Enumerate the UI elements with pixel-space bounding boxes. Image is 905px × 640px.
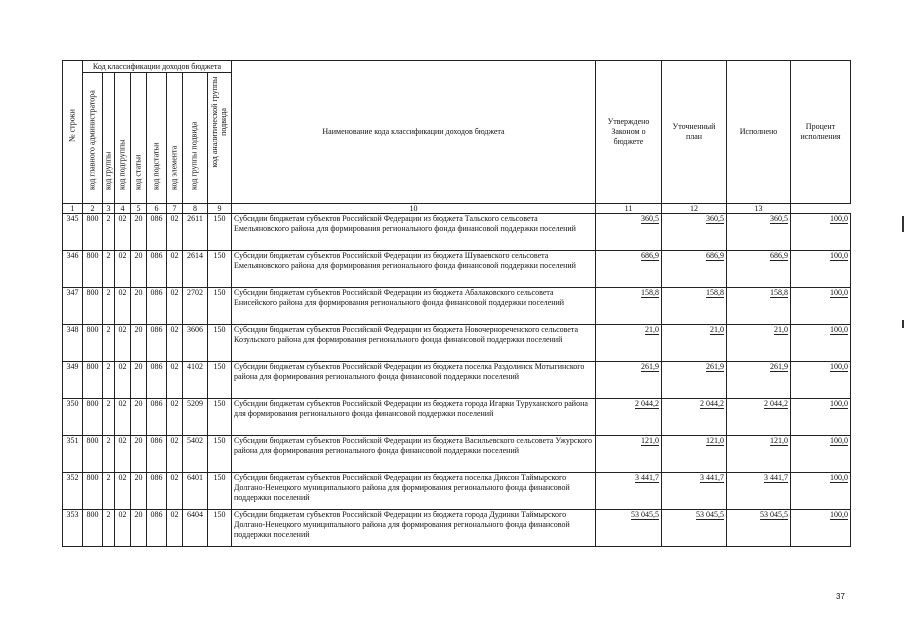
- revenue-name: Субсидии бюджетам субъектов Российской Федерации из бюджета Абалаковского сельсовета Енисейского района для формирования регионального фонда финансовой поддержки поселений: [232, 288, 596, 325]
- column-number-row: [63, 204, 851, 214]
- code-element: 02: [167, 214, 183, 251]
- approved-value-text: 53 045,5: [631, 510, 659, 519]
- header-row-number: [63, 61, 83, 204]
- revenue-name: Субсидии бюджетам субъектов Российской Федерации из бюджета города Игарки Туруханского района для формирования регионального фонда финансовой поддержки поселений: [232, 399, 596, 436]
- header-code-col-7-label: код группы подвида: [189, 121, 199, 191]
- executed-value: [727, 510, 791, 547]
- approved-value: [596, 288, 662, 325]
- executed-value: [727, 288, 791, 325]
- code-analytic-group: 150: [208, 436, 232, 473]
- column-number: 8: [183, 204, 208, 214]
- executed-value-text: 3 441,7: [764, 473, 788, 482]
- percent-value-text: 100,0: [830, 399, 848, 408]
- code-element: 02: [167, 399, 183, 436]
- header-code-col-2-label: код группы: [103, 151, 113, 191]
- code-subgroup: 02: [115, 325, 131, 362]
- code-analytic-group: 150: [208, 362, 232, 399]
- table-row: [63, 288, 851, 325]
- code-subtype-group: 6401: [183, 473, 208, 510]
- code-admin: 800: [83, 288, 103, 325]
- refined-value: [662, 362, 727, 399]
- percent-value-text: 100,0: [830, 214, 848, 223]
- code-analytic-group: 150: [208, 325, 232, 362]
- refined-value: [662, 214, 727, 251]
- code-subgroup: 02: [115, 473, 131, 510]
- code-element: 02: [167, 510, 183, 547]
- refined-value-text: 3 441,7: [700, 473, 724, 482]
- executed-value-text: 360,5: [770, 214, 788, 223]
- table-row: [63, 251, 851, 288]
- approved-value: [596, 399, 662, 436]
- code-subtype-group: 4102: [183, 362, 208, 399]
- refined-value: [662, 288, 727, 325]
- code-subtype-group: 2614: [183, 251, 208, 288]
- row-number: 345: [63, 214, 83, 251]
- code-group: 2: [103, 399, 115, 436]
- code-admin: 800: [83, 510, 103, 547]
- percent-value-text: 100,0: [830, 362, 848, 371]
- row-number: 346: [63, 251, 83, 288]
- header-code-col-1: [83, 73, 103, 204]
- column-number: 13: [727, 204, 791, 214]
- executed-value: [727, 473, 791, 510]
- code-group: 2: [103, 362, 115, 399]
- code-group: 2: [103, 436, 115, 473]
- row-number: 347: [63, 288, 83, 325]
- code-subtype-group: 2702: [183, 288, 208, 325]
- percent-value: [791, 399, 851, 436]
- percent-value: [791, 325, 851, 362]
- header-refined: Уточненный план: [662, 61, 727, 204]
- column-number: 7: [167, 204, 183, 214]
- executed-value-text: 2 044,2: [764, 399, 788, 408]
- approved-value: [596, 325, 662, 362]
- refined-value: [662, 251, 727, 288]
- code-analytic-group: 150: [208, 214, 232, 251]
- column-number: 3: [103, 204, 115, 214]
- row-number: 353: [63, 510, 83, 547]
- approved-value: [596, 214, 662, 251]
- code-element: 02: [167, 473, 183, 510]
- code-admin: 800: [83, 214, 103, 251]
- approved-value-text: 158,8: [641, 288, 659, 297]
- refined-value: [662, 510, 727, 547]
- code-admin: 800: [83, 362, 103, 399]
- code-group: 2: [103, 473, 115, 510]
- row-number: 348: [63, 325, 83, 362]
- code-subgroup: 02: [115, 251, 131, 288]
- refined-value-text: 2 044,2: [700, 399, 724, 408]
- code-subarticle: 086: [147, 436, 167, 473]
- approved-value: [596, 436, 662, 473]
- percent-value-text: 100,0: [830, 288, 848, 297]
- approved-value: [596, 473, 662, 510]
- scan-edge-mark: [902, 320, 904, 328]
- code-admin: 800: [83, 473, 103, 510]
- approved-value-text: 3 441,7: [635, 473, 659, 482]
- executed-value-text: 21,0: [774, 325, 788, 334]
- approved-value-text: 261,9: [641, 362, 659, 371]
- code-subtype-group: 3606: [183, 325, 208, 362]
- executed-value-text: 53 045,5: [760, 510, 788, 519]
- header-code-col-5: [147, 73, 167, 204]
- code-admin: 800: [83, 399, 103, 436]
- revenue-name: Субсидии бюджетам субъектов Российской Федерации из бюджета Тальского сельсовета Емельяновского района для формирования регионального фонда финансовой поддержки поселений: [232, 214, 596, 251]
- header-executed: Исполнено: [727, 61, 791, 204]
- approved-value-text: 686,9: [641, 251, 659, 260]
- code-group: 2: [103, 214, 115, 251]
- code-analytic-group: 150: [208, 510, 232, 547]
- approved-value: [596, 362, 662, 399]
- code-subgroup: 02: [115, 214, 131, 251]
- percent-value: [791, 288, 851, 325]
- column-number: 6: [147, 204, 167, 214]
- revenue-name: Субсидии бюджетам субъектов Российской Федерации из бюджета города Дудинки Таймырского Долгано-Ненецкого муниципального района для формирования регионального фонда финансовой поддержки поселений: [232, 510, 596, 547]
- code-article: 20: [131, 510, 147, 547]
- approved-value: [596, 251, 662, 288]
- executed-value-text: 121,0: [770, 436, 788, 445]
- approved-value-text: 121,0: [641, 436, 659, 445]
- code-article: 20: [131, 399, 147, 436]
- code-analytic-group: 150: [208, 399, 232, 436]
- refined-value: [662, 325, 727, 362]
- column-number: 11: [596, 204, 662, 214]
- table-row: [63, 214, 851, 251]
- percent-value: [791, 214, 851, 251]
- revenue-name: Субсидии бюджетам субъектов Российской Федерации из бюджета Шуваевского сельсовета Емельяновского района для формирования регионального фонда финансовой поддержки поселений: [232, 251, 596, 288]
- header-code-col-4: [131, 73, 147, 204]
- header-percent: Процент исполнения: [791, 61, 851, 204]
- header-code-col-6-label: код элемента: [169, 146, 179, 191]
- code-subtype-group: 5209: [183, 399, 208, 436]
- code-subarticle: 086: [147, 473, 167, 510]
- header-budget-code-group: Код классификации доходов бюджета: [83, 61, 232, 73]
- table-row: [63, 399, 851, 436]
- table-row: [63, 362, 851, 399]
- refined-value-text: 53 045,5: [696, 510, 724, 519]
- refined-value: [662, 436, 727, 473]
- approved-value-text: 360,5: [641, 214, 659, 223]
- code-subtype-group: 5402: [183, 436, 208, 473]
- code-subgroup: 02: [115, 362, 131, 399]
- code-subgroup: 02: [115, 436, 131, 473]
- row-number: 351: [63, 436, 83, 473]
- header-row-number-label: № строки: [67, 109, 77, 143]
- header-code-col-6: [167, 73, 183, 204]
- code-article: 20: [131, 288, 147, 325]
- refined-value-text: 121,0: [706, 436, 724, 445]
- percent-value: [791, 510, 851, 547]
- refined-value-text: 158,8: [706, 288, 724, 297]
- header-code-col-2: [103, 73, 115, 204]
- executed-value: [727, 436, 791, 473]
- header-code-col-5-label: код подстатьи: [151, 142, 161, 191]
- code-subtype-group: 6404: [183, 510, 208, 547]
- code-element: 02: [167, 362, 183, 399]
- refined-value-text: 261,9: [706, 362, 724, 371]
- row-number: 352: [63, 473, 83, 510]
- code-subgroup: 02: [115, 399, 131, 436]
- code-subgroup: 02: [115, 288, 131, 325]
- code-analytic-group: 150: [208, 288, 232, 325]
- row-number: 349: [63, 362, 83, 399]
- executed-value-text: 158,8: [770, 288, 788, 297]
- executed-value: [727, 214, 791, 251]
- header-code-col-4-label: код статьи: [133, 154, 143, 191]
- approved-value: [596, 510, 662, 547]
- executed-value: [727, 362, 791, 399]
- executed-value: [727, 399, 791, 436]
- executed-value: [727, 251, 791, 288]
- percent-value: [791, 362, 851, 399]
- code-subarticle: 086: [147, 214, 167, 251]
- code-subarticle: 086: [147, 251, 167, 288]
- refined-value-text: 360,5: [706, 214, 724, 223]
- table-header: [63, 61, 851, 214]
- approved-value-text: 21,0: [645, 325, 659, 334]
- column-number: 5: [131, 204, 147, 214]
- column-number: 12: [662, 204, 727, 214]
- refined-value-text: 21,0: [710, 325, 724, 334]
- code-subgroup: 02: [115, 510, 131, 547]
- code-admin: 800: [83, 436, 103, 473]
- approved-value-text: 2 044,2: [635, 399, 659, 408]
- scan-edge-mark: [902, 216, 904, 232]
- column-number: 9: [208, 204, 232, 214]
- table-row: [63, 473, 851, 510]
- code-admin: 800: [83, 325, 103, 362]
- percent-value: [791, 473, 851, 510]
- header-code-col-1-label: код главного администратора: [87, 90, 97, 191]
- code-article: 20: [131, 436, 147, 473]
- table-row: [63, 325, 851, 362]
- code-element: 02: [167, 325, 183, 362]
- code-group: 2: [103, 251, 115, 288]
- code-analytic-group: 150: [208, 251, 232, 288]
- refined-value: [662, 473, 727, 510]
- code-element: 02: [167, 288, 183, 325]
- code-subarticle: 086: [147, 510, 167, 547]
- page-number: 37: [836, 592, 845, 601]
- header-code-col-8-label: код аналитической группы подвида: [209, 76, 228, 168]
- header-code-col-8: [208, 73, 232, 204]
- code-article: 20: [131, 362, 147, 399]
- percent-value: [791, 251, 851, 288]
- column-number: 4: [115, 204, 131, 214]
- percent-value-text: 100,0: [830, 510, 848, 519]
- percent-value-text: 100,0: [830, 251, 848, 260]
- percent-value-text: 100,0: [830, 436, 848, 445]
- percent-value-text: 100,0: [830, 473, 848, 482]
- code-article: 20: [131, 251, 147, 288]
- row-number: 350: [63, 399, 83, 436]
- budget-revenue-table: [62, 60, 851, 547]
- table-row: [63, 436, 851, 473]
- code-group: 2: [103, 325, 115, 362]
- header-name: Наименование кода классификации доходов бюджета: [232, 61, 596, 204]
- code-group: 2: [103, 510, 115, 547]
- revenue-name: Субсидии бюджетам субъектов Российской Федерации из бюджета поселка Раздолинск Мотыгинского района для формирования регионального фонда финансовой поддержки поселений: [232, 362, 596, 399]
- code-analytic-group: 150: [208, 473, 232, 510]
- refined-value: [662, 399, 727, 436]
- revenue-name: Субсидии бюджетам субъектов Российской Федерации из бюджета Новочернореченского сельсовета Козульского района для формирования регионального фонда финансовой поддержки поселений: [232, 325, 596, 362]
- code-subarticle: 086: [147, 399, 167, 436]
- code-group: 2: [103, 288, 115, 325]
- executed-value-text: 261,9: [770, 362, 788, 371]
- header-approved: Утверждено Законом о бюджете: [596, 61, 662, 204]
- code-article: 20: [131, 325, 147, 362]
- revenue-name: Субсидии бюджетам субъектов Российской Федерации из бюджета Васильевского сельсовета Ужурского района для формирования регионального фонда финансовой поддержки поселений: [232, 436, 596, 473]
- code-element: 02: [167, 436, 183, 473]
- code-subarticle: 086: [147, 325, 167, 362]
- table-body: [63, 214, 851, 547]
- code-subarticle: 086: [147, 288, 167, 325]
- refined-value-text: 686,9: [706, 251, 724, 260]
- header-code-col-7: [183, 73, 208, 204]
- column-number: 2: [83, 204, 103, 214]
- code-subarticle: 086: [147, 362, 167, 399]
- table-row: [63, 510, 851, 547]
- column-number: 1: [63, 204, 83, 214]
- code-admin: 800: [83, 251, 103, 288]
- executed-value-text: 686,9: [770, 251, 788, 260]
- header-code-col-3: [115, 73, 131, 204]
- revenue-name: Субсидии бюджетам субъектов Российской Федерации из бюджета поселка Диксон Таймырского Долгано-Ненецкого муниципального района для формирования регионального фонда финансовой поддержки поселений: [232, 473, 596, 510]
- code-subtype-group: 2611: [183, 214, 208, 251]
- column-number: 10: [232, 204, 596, 214]
- header-code-col-3-label: код подгруппы: [117, 139, 127, 191]
- code-element: 02: [167, 251, 183, 288]
- percent-value-text: 100,0: [830, 325, 848, 334]
- code-article: 20: [131, 214, 147, 251]
- executed-value: [727, 325, 791, 362]
- code-article: 20: [131, 473, 147, 510]
- percent-value: [791, 436, 851, 473]
